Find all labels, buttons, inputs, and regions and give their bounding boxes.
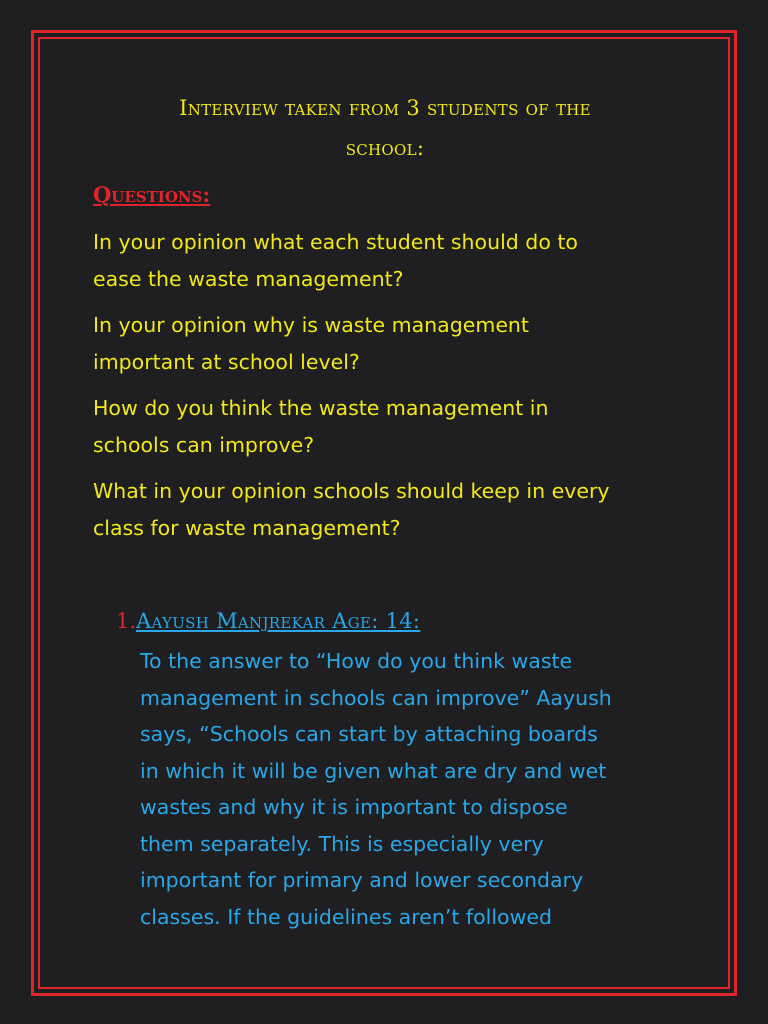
answer-1-line-3: says, “Schools can start by attaching boards <box>140 722 598 746</box>
question-2 <box>93 307 693 381</box>
questions-heading: Questions: <box>93 182 211 207</box>
answer-1-line-5: wastes and why it is important to dispose <box>140 795 568 819</box>
answer-1-line-7: important for primary and lower secondary <box>140 868 584 892</box>
answer-1-line-1: To the answer to “How do you think waste <box>140 649 573 673</box>
answer-1-line-4: in which it will be given what are dry and wet <box>140 758 607 783</box>
answer-1-line-2: management in schools can improve” Aayush <box>140 685 612 710</box>
question-3-line-2: schools can improve? <box>93 433 315 457</box>
question-4 <box>93 473 693 547</box>
answer-1-number: 1. <box>116 609 137 633</box>
answer-1-line-8: classes. If the guidelines aren’t followed <box>140 904 552 929</box>
question-1-line-1: In your opinion what each student should do to <box>93 230 578 254</box>
answer-1-heading <box>116 609 420 633</box>
question-4-line-1: What in your opinion schools should keep in every <box>93 479 610 503</box>
answer-1-line-6: them separately. This is especially very <box>140 831 544 856</box>
title-line-1: Interview taken from 3 students of the <box>179 96 591 120</box>
question-3 <box>93 390 693 464</box>
title-line-2: school: <box>345 136 425 160</box>
page-title <box>90 88 680 168</box>
question-3-line-1: How do you think the waste management in <box>93 396 549 420</box>
answer-1-body <box>140 643 675 935</box>
question-2-line-2: important at school level? <box>93 350 360 374</box>
question-1 <box>93 224 693 298</box>
answer-1-student-name: Aayush Manjrekar Age: 14: <box>136 609 421 633</box>
question-4-line-2: class for waste management? <box>93 516 401 540</box>
question-1-line-2: ease the waste management? <box>93 267 404 291</box>
question-2-line-1: In your opinion why is waste management <box>93 313 529 337</box>
